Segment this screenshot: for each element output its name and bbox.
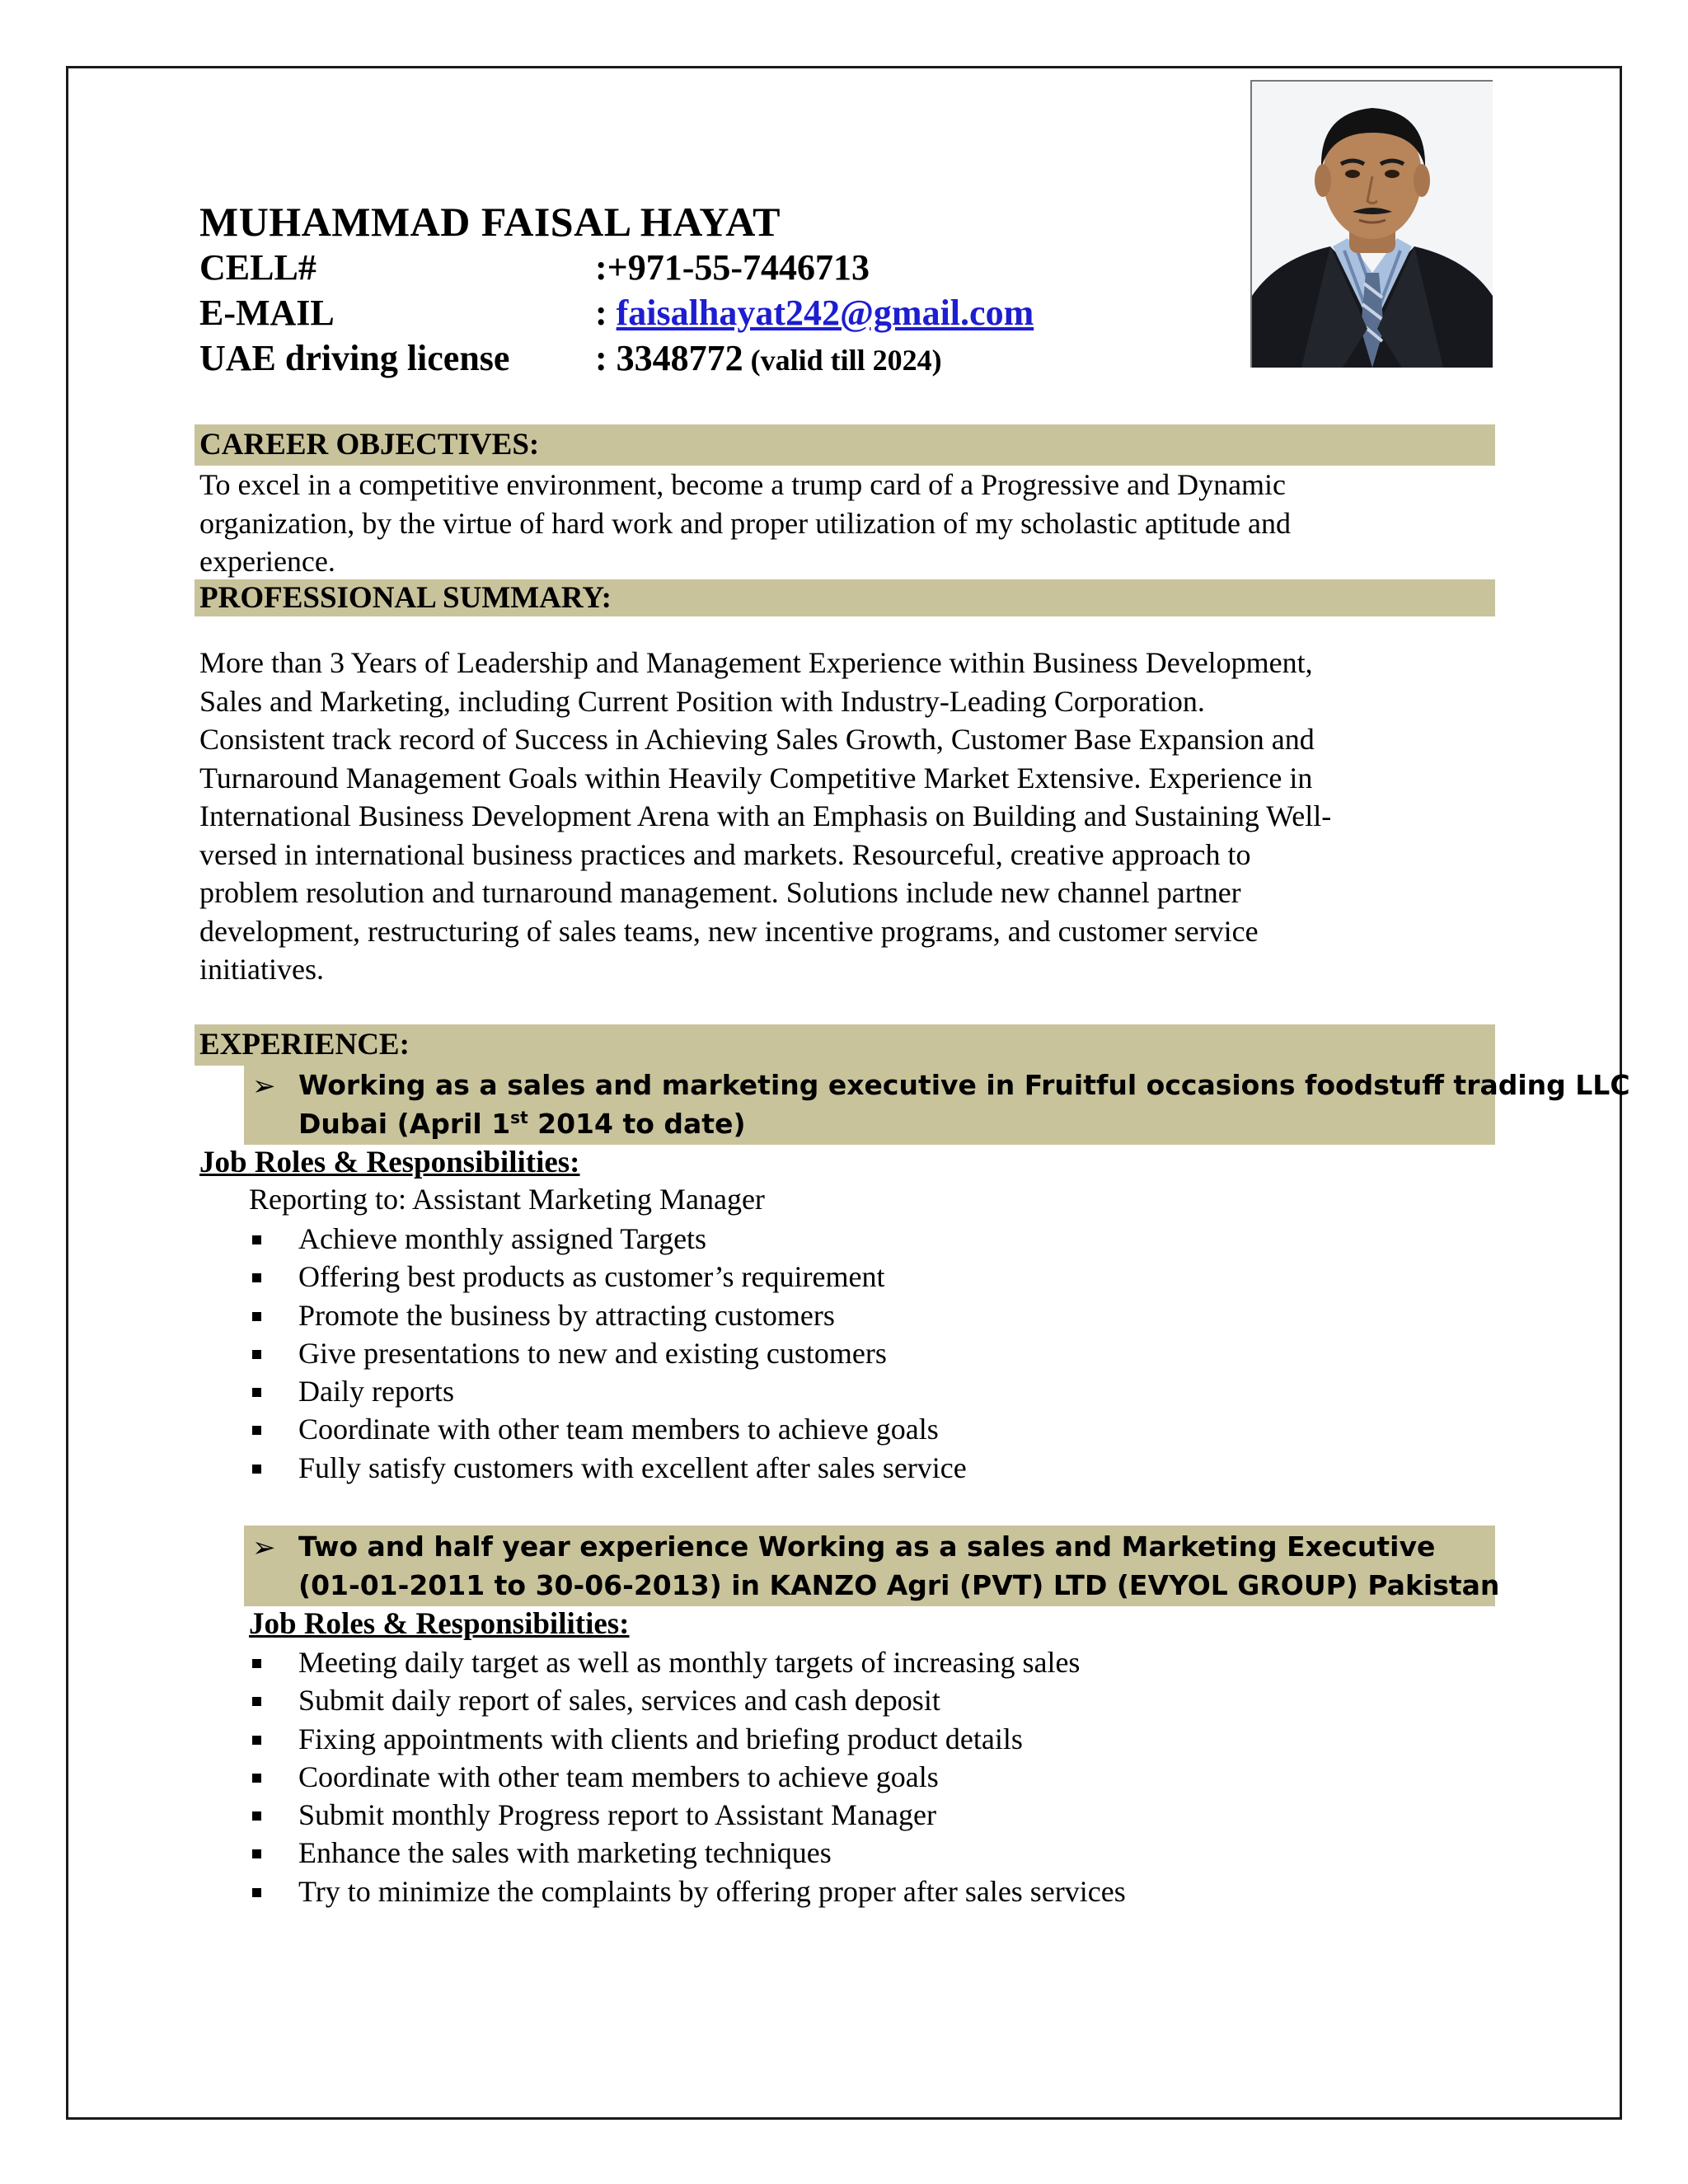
summary-line: versed in international business practices and markets. Resourceful, creative approach to [199, 837, 1251, 871]
list-item [247, 1643, 1126, 1681]
objective-line: To excel in a competitive environment, become a trump card of a Progressive and Dynamic [199, 468, 1287, 501]
square-bullet-icon [252, 1388, 261, 1397]
duty-text: Submit daily report of sales, services and cash deposit [298, 1684, 940, 1718]
duty-text: Offering best products as customer’s requirement [298, 1260, 885, 1294]
list-item [247, 1758, 1126, 1796]
list-item [247, 1296, 967, 1334]
profile-photo [1250, 80, 1493, 368]
duty-text: Submit monthly Progress report to Assistant Manager [298, 1798, 936, 1832]
email-link[interactable]: faisalhayat242@gmail.com [616, 293, 1034, 333]
list-item [247, 1720, 1126, 1758]
job1-reporting: Reporting to: Assistant Marketing Manager [249, 1183, 765, 1216]
job1-duties-list [247, 1220, 967, 1487]
square-bullet-icon [252, 1235, 261, 1244]
square-bullet-icon [252, 1811, 261, 1821]
professional-summary-heading: PROFESSIONAL SUMMARY: [195, 579, 1495, 616]
duty-text: Daily reports [298, 1375, 454, 1408]
license-label: UAE driving license [199, 338, 510, 378]
job2-title-line1: Two and half year experience Working as a sales and Marketing Executive [298, 1530, 1436, 1563]
list-item [247, 1796, 1126, 1834]
list-item [247, 1681, 1126, 1719]
summary-line: More than 3 Years of Leadership and Management Experience within Business Development, [199, 646, 1313, 679]
job2-title-bar [244, 1526, 1500, 1606]
list-item [247, 1872, 1126, 1910]
career-objectives-text [199, 466, 1485, 581]
arrow-bullet-icon: ➢ [252, 1531, 276, 1564]
job1-date-end: 2014 to date) [528, 1108, 746, 1140]
list-item [247, 1449, 967, 1487]
summary-line: development, restructuring of sales teams, new incentive programs, and customer service [199, 914, 1259, 948]
email-value-wrap [595, 290, 1034, 336]
duty-text: Meeting daily target as well as monthly targets of increasing sales [298, 1646, 1081, 1679]
job1-date-suffix: st [510, 1108, 528, 1127]
candidate-name: MUHAMMAD FAISAL HAYAT [199, 199, 781, 245]
list-item [247, 1334, 967, 1372]
email-prefix: : [595, 293, 617, 333]
square-bullet-icon [252, 1774, 261, 1783]
summary-line: International Business Development Arena with an Emphasis on Building and Sustaining Well- [199, 799, 1332, 832]
summary-line: Sales and Marketing, including Current Position with Industry-Leading Corporation. [199, 684, 1205, 718]
experience-heading: EXPERIENCE: [195, 1024, 1495, 1066]
duty-text: Enhance the sales with marketing techniques [298, 1836, 832, 1870]
list-item [247, 1220, 967, 1258]
summary-line: Consistent track record of Success in Achieving Sales Growth, Customer Base Expansion and [199, 723, 1315, 756]
square-bullet-icon [252, 1426, 261, 1435]
summary-line: problem resolution and turnaround management. Solutions include new channel partner [199, 876, 1241, 909]
arrow-bullet-icon: ➢ [252, 1070, 276, 1103]
cell-label: CELL# [199, 247, 316, 288]
license-value-wrap [595, 335, 942, 383]
job1-roles-heading: Job Roles & Responsibilities: [199, 1146, 580, 1179]
duty-text: Give presentations to new and existing customers [298, 1336, 887, 1370]
square-bullet-icon [252, 1273, 261, 1282]
cell-value: :+971-55-7446713 [595, 247, 870, 288]
job1-title-line1: Working as a sales and marketing executive in Fruitful occasions foodstuff trading LLC [298, 1069, 1630, 1101]
email-label: E-MAIL [199, 293, 335, 333]
job1-date-start: Dubai (April 1 [298, 1108, 511, 1140]
square-bullet-icon [252, 1697, 261, 1706]
job2-duties-list [247, 1643, 1126, 1910]
career-objectives-heading: CAREER OBJECTIVES: [195, 424, 1495, 466]
job2-title-line2: (01-01-2011 to 30-06-2013) in KANZO Agri (PVT) LTD (EVYOL GROUP) Pakistan [298, 1569, 1500, 1601]
summary-line: initiatives. [199, 953, 324, 986]
square-bullet-icon [252, 1350, 261, 1359]
duty-text: Coordinate with other team members to achieve goals [298, 1760, 939, 1793]
duty-text: Fully satisfy customers with excellent after sales service [298, 1451, 967, 1484]
square-bullet-icon [252, 1659, 261, 1668]
duty-text: Promote the business by attracting customers [298, 1298, 835, 1332]
job2-roles-heading: Job Roles & Responsibilities: [249, 1607, 630, 1641]
duty-text: Coordinate with other team members to achieve goals [298, 1413, 939, 1446]
duty-text: Fixing appointments with clients and briefing product details [298, 1722, 1023, 1755]
square-bullet-icon [252, 1312, 261, 1321]
list-item [247, 1258, 967, 1296]
license-validity: (valid till 2024) [743, 344, 942, 377]
list-item [247, 1372, 967, 1410]
job1-title-line2 [244, 1104, 1495, 1143]
professional-summary-text [199, 644, 1485, 989]
square-bullet-icon [252, 1736, 261, 1745]
list-item [247, 1410, 967, 1448]
duty-text: Try to minimize the complaints by offering proper after sales services [298, 1874, 1126, 1908]
list-item [247, 1834, 1126, 1872]
square-bullet-icon [252, 1888, 261, 1897]
duty-text: Achieve monthly assigned Targets [298, 1222, 707, 1255]
square-bullet-icon [252, 1465, 261, 1474]
summary-line: Turnaround Management Goals within Heavily Competitive Market Extensive. Experience in [199, 761, 1313, 794]
license-number: : 3348772 [595, 338, 743, 378]
square-bullet-icon [252, 1849, 261, 1858]
objective-line: organization, by the virtue of hard work and proper utilization of my scholastic aptitude and [199, 506, 1291, 540]
objective-line: experience. [199, 545, 335, 578]
job1-title-bar [244, 1064, 1630, 1145]
